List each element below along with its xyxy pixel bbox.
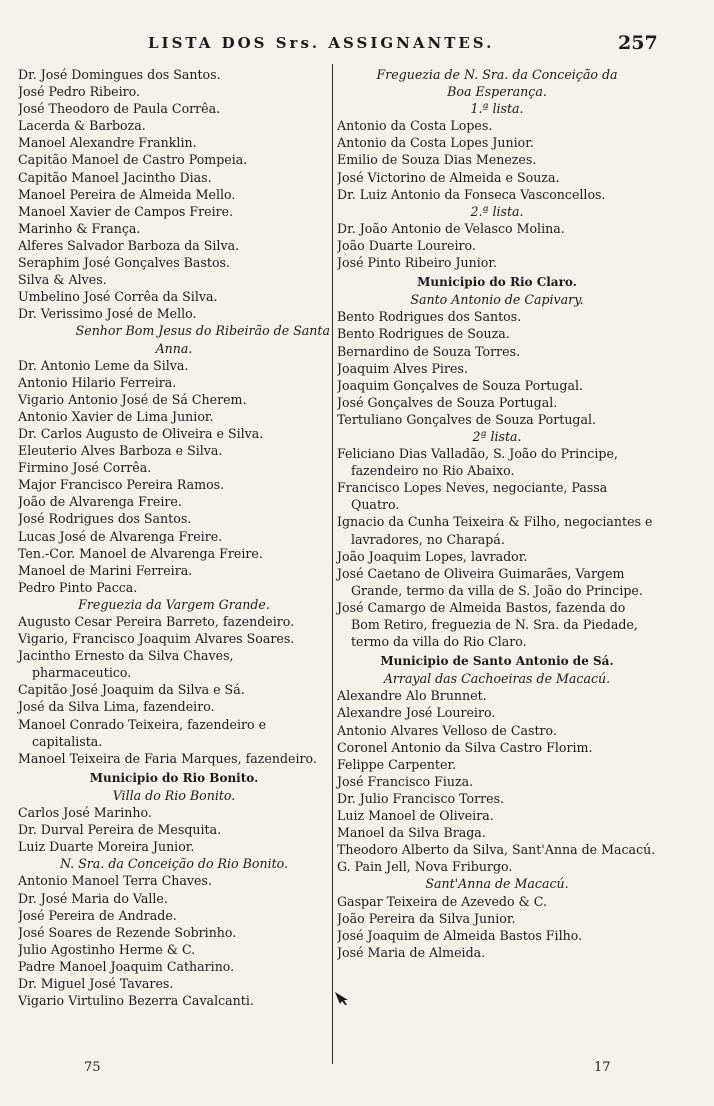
subscriber-list	[18, 613, 330, 767]
subscriber-entry: José Pinto Ribeiro Junior.	[337, 255, 497, 271]
subscriber-entry: José Maria de Almeida.	[337, 944, 486, 960]
subscriber-entry: Eleuterio Alves Barboza e Silva.	[18, 443, 223, 459]
subscriber-entry: Umbelino José Corrêa da Silva.	[18, 289, 218, 305]
subscriber-entry: G. Pain Jell, Nova Friburgo.	[337, 859, 513, 875]
subscriber-entry: João de Alvarenga Freire.	[18, 494, 182, 510]
subscriber-entry: Vigario Virtulino Bezerra Cavalcanti.	[18, 993, 254, 1009]
subscriber-list	[337, 117, 657, 202]
page-title: LISTA DOS Srs. ASSIGNANTES.	[148, 34, 495, 52]
subscriber-entry: Firmino José Corrêa.	[18, 460, 152, 476]
subscriber-entry: José Gonçalves de Souza Portugal.	[337, 394, 558, 410]
arrow-mark-icon	[334, 990, 350, 1006]
subscriber-entry: Antonio Hilario Ferreira.	[18, 374, 177, 390]
section-heading: Villa do Rio Bonito.	[112, 787, 236, 803]
subscriber-entry: Julio Agostinho Herme & C.	[18, 941, 196, 957]
subscriber-entry: José Pedro Ribeiro.	[18, 84, 141, 100]
subscriber-entry: João Duarte Loureiro.	[337, 237, 476, 253]
subscriber-list	[337, 220, 657, 271]
subscriber-entry: Tertuliano Gonçalves de Souza Portugal.	[337, 411, 597, 427]
subscriber-entry: Antonio da Costa Lopes.	[337, 118, 493, 134]
list-label: 2ª lista.	[472, 428, 522, 444]
page-number: 257	[618, 32, 658, 54]
subscriber-entry: Dr. Luiz Antonio da Fonseca Vasconcellos.	[337, 186, 606, 202]
subscriber-entry: Manoel Teixeira de Faria Marques, fazendeiro.	[18, 750, 317, 766]
subscriber-entry: José Caetano de Oliveira Guimarães, Vargem Grande, termo da villa de S. João do Principe.	[337, 565, 643, 598]
subscriber-entry: Dr. Durval Pereira de Mesquita.	[18, 822, 222, 838]
subscriber-entry: Major Francisco Pereira Ramos.	[18, 477, 225, 493]
subscriber-entry: Capitão Manoel Jacintho Dias.	[18, 169, 212, 185]
subscriber-entry: José Rodrigues dos Santos.	[18, 511, 192, 527]
subscriber-entry: Coronel Antonio da Silva Castro Florim.	[337, 739, 593, 755]
column-divider	[332, 64, 333, 1064]
subscriber-entry: José Pereira de Andrade.	[18, 907, 177, 923]
municipality-heading: Municipio de Santo Antonio de Sá.	[380, 654, 614, 669]
municipality-heading: Municipio do Rio Bonito.	[89, 770, 259, 785]
subscriber-entry: Manoel Conrado Teixeira, fazendeiro e capitalista.	[18, 716, 267, 749]
subscriber-entry: Carlos José Marinho.	[18, 805, 152, 821]
subscriber-list	[337, 687, 657, 875]
subscriber-entry: Feliciano Dias Valladão, S. João do Principe, fazendeiro no Rio Abaixo.	[337, 446, 618, 479]
section-heading: Anna.	[155, 340, 193, 356]
subscriber-entry: José Theodoro de Paula Corrêa.	[18, 101, 221, 117]
subscriber-entry: Dr. Verissimo José de Mello.	[18, 306, 197, 322]
subscriber-entry: Antonio Alvares Velloso de Castro.	[337, 722, 557, 738]
subscriber-entry: Alexandre Alo Brunnet.	[337, 688, 487, 704]
subscriber-entry: Francisco Lopes Neves, negociante, Passa Quatro.	[337, 480, 608, 513]
subscriber-list	[337, 893, 657, 961]
subscriber-entry: Theodoro Alberto da Silva, Sant'Anna de Macacú.	[337, 842, 656, 858]
subscriber-entry: Marinho & França.	[18, 220, 141, 236]
subscriber-entry: Manoel da Silva Braga.	[337, 825, 486, 841]
subscriber-entry: Felippe Carpenter.	[337, 756, 457, 772]
subscriber-list	[337, 308, 657, 428]
subscriber-entry: Manoel Alexandre Franklin.	[18, 135, 197, 151]
subscriber-entry: Manoel de Marini Ferreira.	[18, 562, 193, 578]
subscriber-entry: João Pereira da Silva Junior.	[337, 910, 516, 926]
section-heading: N. Sra. da Conceição do Rio Bonito.	[59, 856, 289, 872]
subscriber-entry: Antonio da Costa Lopes Junior.	[337, 135, 534, 151]
subscriber-entry: Dr. José Domingues dos Santos.	[18, 67, 221, 82]
subscriber-entry: Luiz Duarte Moreira Junior.	[18, 839, 195, 855]
subscriber-entry: Capitão José Joaquim da Silva e Sá.	[18, 682, 245, 698]
subscriber-entry: Ten.-Cor. Manoel de Alvarenga Freire.	[18, 545, 263, 561]
subscriber-entry: Silva & Alves.	[18, 272, 107, 288]
section-heading: Arrayal das Cachoeiras de Macacú.	[383, 671, 611, 687]
subscriber-entry: Vigario, Francisco Joaquim Alvares Soares.	[18, 631, 295, 647]
subscriber-entry: Jacintho Ernesto da Silva Chaves, pharmaceutico.	[18, 648, 234, 681]
subscriber-entry: Dr. Antonio Leme da Silva.	[18, 357, 189, 373]
subscriber-entry: Emilio de Souza Dias Menezes.	[337, 152, 537, 168]
section-heading: Senhor Bom Jesus do Ribeirão de Santa	[75, 323, 330, 339]
subscriber-entry: José Soares de Rezende Sobrinho.	[18, 924, 237, 940]
section-heading: Santo Antonio de Capivary.	[410, 292, 584, 308]
left-column	[18, 66, 330, 1009]
subscriber-list	[18, 804, 330, 855]
subscriber-entry: Dr. João Antonio de Velasco Molina.	[337, 220, 565, 236]
subscriber-entry: José Francisco Fiuza.	[337, 773, 474, 789]
subscriber-list	[18, 872, 330, 1009]
subscriber-entry: Capitão Manoel de Castro Pompeia.	[18, 152, 248, 168]
subscriber-entry: Ignacio da Cunha Teixeira & Filho, negociantes e lavradores, no Charapá.	[337, 514, 653, 547]
subscriber-entry: Bernardino de Souza Torres.	[337, 343, 521, 359]
signature-mark-right: 17	[594, 1060, 611, 1075]
subscriber-entry: Augusto Cesar Pereira Barreto, fazendeiro.	[18, 614, 295, 629]
subscriber-entry: José Victorino de Almeida e Souza.	[337, 169, 560, 185]
subscriber-entry: José Joaquim de Almeida Bastos Filho.	[337, 927, 583, 943]
subscriber-entry: Seraphim José Gonçalves Bastos.	[18, 255, 231, 271]
section-heading: Boa Esperança.	[447, 84, 547, 100]
subscriber-entry: Lacerda & Barboza.	[18, 118, 146, 134]
subscriber-list	[337, 445, 657, 650]
subscriber-entry: Lucas José de Alvarenga Freire.	[18, 528, 223, 544]
list-label: 1.ª lista.	[470, 101, 524, 117]
subscriber-entry: José Camargo de Almeida Bastos, fazenda do Bom Retiro, freguezia de N. Sra. da Piedade, termo da villa do Rio Claro.	[337, 599, 638, 650]
subscriber-entry: Pedro Pinto Pacca.	[18, 579, 138, 595]
subscriber-entry: José da Silva Lima, fazendeiro.	[18, 699, 215, 715]
subscriber-list	[18, 357, 330, 596]
subscriber-entry: Joaquim Alves Pires.	[337, 360, 468, 376]
municipality-heading: Municipio do Rio Claro.	[417, 275, 577, 290]
subscriber-entry: João Joaquim Lopes, lavrador.	[337, 548, 528, 564]
subscriber-entry: Antonio Manoel Terra Chaves.	[18, 873, 212, 889]
subscriber-entry: Alexandre José Loureiro.	[337, 705, 496, 721]
right-column	[337, 66, 657, 961]
subscriber-entry: Dr. Julio Francisco Torres.	[337, 790, 505, 806]
subscriber-entry: Antonio Xavier de Lima Junior.	[18, 408, 214, 424]
subscriber-entry: Manoel Pereira de Almeida Mello.	[18, 186, 236, 202]
subscriber-entry: Dr. Miguel José Tavares.	[18, 975, 174, 991]
subscriber-entry: Alferes Salvador Barboza da Silva.	[18, 237, 240, 253]
subscriber-entry: Joaquim Gonçalves de Souza Portugal.	[337, 377, 583, 393]
page-header	[0, 30, 714, 56]
section-heading: Freguezia de N. Sra. da Conceição da	[376, 67, 618, 82]
list-label: 2.ª lista.	[470, 203, 524, 219]
section-heading: Sant'Anna de Macacú.	[425, 876, 569, 892]
subscriber-entry: Bento Rodrigues dos Santos.	[337, 309, 522, 325]
subscriber-entry: Vigario Antonio José de Sá Cherem.	[18, 391, 247, 407]
subscriber-list	[18, 66, 330, 322]
subscriber-entry: Padre Manoel Joaquim Catharino.	[18, 958, 235, 974]
subscriber-entry: Dr. Carlos Augusto de Oliveira e Silva.	[18, 425, 264, 441]
section-heading: Freguezia da Vargem Grande.	[78, 596, 270, 612]
subscriber-entry: Gaspar Teixeira de Azevedo & C.	[337, 893, 547, 909]
signature-mark-left: 75	[84, 1060, 101, 1075]
subscriber-entry: Bento Rodrigues de Souza.	[337, 326, 510, 342]
subscriber-entry: Luiz Manoel de Oliveira.	[337, 808, 494, 824]
subscriber-entry: Dr. José Maria do Valle.	[18, 890, 168, 906]
subscriber-entry: Manoel Xavier de Campos Freire.	[18, 203, 234, 219]
